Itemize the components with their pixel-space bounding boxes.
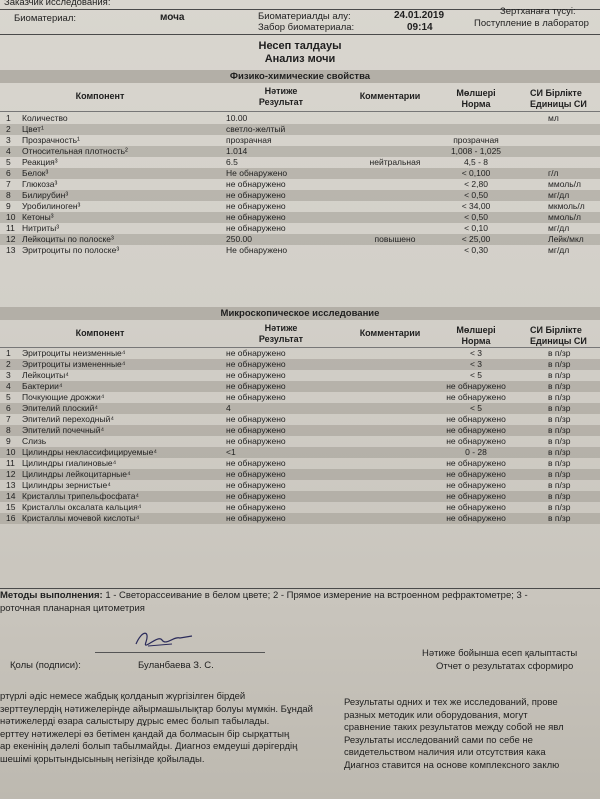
footer-line: нәтижелерді өзара салыстыру дұрыс емес болып табылады. xyxy=(0,716,270,727)
row-result: не обнаружено xyxy=(226,359,286,369)
row-unit: в п/зр xyxy=(548,403,571,413)
table-row xyxy=(0,201,600,212)
signature-line xyxy=(95,652,265,653)
table-row xyxy=(0,414,600,425)
row-number: 6 xyxy=(6,403,11,413)
row-component: Эпителий почечный⁴ xyxy=(22,425,105,435)
table-row xyxy=(0,447,600,458)
row-unit: мг/дл xyxy=(548,223,570,233)
methods-text: 1 - Светорассеивание в белом цвете; 2 - Прямое измерение на встроенном рефрактометре; 3 - xyxy=(105,590,528,601)
table-row xyxy=(0,403,600,414)
row-unit: в п/зр xyxy=(548,381,571,391)
row-component: Слизь xyxy=(22,436,47,446)
row-norm: < 0,50 xyxy=(464,190,488,200)
table-row xyxy=(0,392,600,403)
row-norm: < 25,00 xyxy=(461,234,491,244)
row-number: 8 xyxy=(6,425,11,435)
row-result: не обнаружено xyxy=(226,381,286,391)
col2-result-ru: Результат xyxy=(258,334,304,344)
header-divider-2 xyxy=(0,34,600,35)
row-norm: не обнаружено xyxy=(446,458,506,468)
row-component: Эпителий переходный⁴ xyxy=(22,414,114,424)
row-comment: нейтральная xyxy=(369,157,421,167)
row-number: 11 xyxy=(6,458,15,468)
footer-line: сравнение таких результатов между собой не явл xyxy=(344,722,564,733)
row-number: 4 xyxy=(6,146,11,156)
row-number: 1 xyxy=(6,348,11,358)
col-component: Компонент xyxy=(75,91,125,101)
row-number: 9 xyxy=(6,201,11,211)
row-result: не обнаружено xyxy=(226,179,286,189)
row-unit: в п/зр xyxy=(548,491,571,501)
row-norm: < 3 xyxy=(469,348,483,358)
row-component: Кристаллы трипельфосфата⁴ xyxy=(22,491,140,501)
lab-receipt-label-ru: Поступление в лаборатор xyxy=(474,18,589,29)
collection-date: 24.01.2019 xyxy=(394,10,445,21)
row-number: 14 xyxy=(6,491,16,501)
table-row xyxy=(0,425,600,436)
row-norm: < 5 xyxy=(469,370,483,380)
signature-name: Буланбаева З. С. xyxy=(138,660,214,671)
col2-unit-kz: СИ Бірлікте xyxy=(530,325,582,335)
table-row xyxy=(0,168,600,179)
col-norm-kz: Мөлшері xyxy=(456,88,496,98)
row-component: Глюкоза³ xyxy=(22,179,58,189)
row-number: 2 xyxy=(6,359,11,369)
lab-receipt-label-kz: Зертханаға түсуі: xyxy=(500,6,576,17)
table-row xyxy=(0,135,600,146)
row-number: 13 xyxy=(6,480,16,490)
title-kz: Несеп талдауы xyxy=(258,40,342,52)
table-row xyxy=(0,113,600,124)
row-norm: < 0,100 xyxy=(461,168,491,178)
col2-norm-ru: Норма xyxy=(461,336,491,346)
table-row xyxy=(0,436,600,447)
row-norm: < 2,80 xyxy=(464,179,488,189)
row-result: не обнаружено xyxy=(226,491,286,501)
footer-line: Результаты исследований сами по себе не xyxy=(344,734,533,746)
table-row xyxy=(0,157,600,168)
table1-header xyxy=(0,86,600,110)
row-norm: не обнаружено xyxy=(446,425,506,435)
row-component: Нитриты³ xyxy=(22,223,60,233)
row-norm: 1,008 - 1,025 xyxy=(450,146,502,156)
row-result: не обнаружено xyxy=(226,190,286,200)
table-row xyxy=(0,458,600,469)
row-component: Эритроциты неизменные⁴ xyxy=(22,348,126,358)
row-component: Уробилиноген³ xyxy=(22,201,81,211)
report-note-ru: Отчет о результатах сформиро xyxy=(436,661,574,672)
row-number: 8 xyxy=(6,190,11,200)
row-number: 2 xyxy=(6,124,11,134)
row-norm: не обнаружено xyxy=(446,480,506,490)
row-unit: Лейк/мкл xyxy=(548,234,584,244)
row-unit: мг/дл xyxy=(548,245,570,255)
row-result: не обнаружено xyxy=(226,392,286,402)
row-unit: в п/зр xyxy=(548,414,571,424)
row-norm: < 34,00 xyxy=(461,201,491,211)
row-norm: не обнаружено xyxy=(446,469,506,479)
row-number: 1 xyxy=(6,113,11,123)
row-number: 5 xyxy=(6,157,11,167)
table-row xyxy=(0,124,600,135)
footer-line: Диагноз ставится на основе комплексного заклю xyxy=(344,759,560,771)
table-row xyxy=(0,245,600,256)
row-component: Цилиндры неклассифицируемые⁴ xyxy=(22,447,157,457)
methods-label: Методы выполнения: xyxy=(0,590,103,601)
row-number: 10 xyxy=(6,447,16,457)
methods-line-2: роточная планарная цитометрия xyxy=(0,603,145,614)
table-row xyxy=(0,469,600,480)
row-result: не обнаружено xyxy=(226,513,286,523)
table2-header xyxy=(0,323,600,347)
row-unit: в п/зр xyxy=(548,392,571,402)
row-unit: в п/зр xyxy=(548,447,571,457)
table-row xyxy=(0,223,600,234)
row-result: <1 xyxy=(226,447,236,457)
row-unit: мг/дл xyxy=(548,190,570,200)
row-number: 5 xyxy=(6,392,11,402)
collection-label-ru: Забор биоматериала: xyxy=(258,22,355,33)
row-result: 6.5 xyxy=(226,157,238,167)
row-component: Лейкоциты по полоске³ xyxy=(22,234,114,244)
row-norm: < 0,30 xyxy=(464,245,488,255)
row-result: не обнаружено xyxy=(226,223,286,233)
row-number: 3 xyxy=(6,135,11,145)
methods-line-1 xyxy=(0,590,600,602)
row-result: не обнаружено xyxy=(226,436,286,446)
row-component: Белок³ xyxy=(22,168,49,178)
row-norm: < 0,10 xyxy=(464,223,488,233)
row-unit: в п/зр xyxy=(548,348,571,358)
row-unit: в п/зр xyxy=(548,469,571,479)
footer-line: Результаты одних и тех же исследований, прове xyxy=(344,697,558,708)
table-row xyxy=(0,381,600,392)
row-unit: ммоль/л xyxy=(548,179,581,189)
row-result: не обнаружено xyxy=(226,212,286,222)
row-number: 4 xyxy=(6,381,11,391)
row-component: Цилиндры лейкоцитарные⁴ xyxy=(22,469,131,479)
row-component: Лейкоциты⁴ xyxy=(22,370,69,380)
biomaterial-value: моча xyxy=(160,12,185,23)
row-component: Бактерии⁴ xyxy=(22,381,63,391)
col2-result-kz: Нәтиже xyxy=(264,323,298,333)
methods-divider xyxy=(0,588,600,589)
row-unit: в п/зр xyxy=(548,480,571,490)
row-norm: < 3 xyxy=(469,359,483,369)
row-number: 10 xyxy=(6,212,16,222)
footer-line: свидетельством наличия или отсутствия кака xyxy=(344,747,546,758)
row-component: Цилиндры зернистые⁴ xyxy=(22,480,111,490)
row-component: Реакция³ xyxy=(22,157,58,167)
row-component: Относительная плотность² xyxy=(22,146,128,156)
col-result-kz: Нәтиже xyxy=(264,86,298,96)
section-physchem-title: Физико-химические свойства xyxy=(0,70,600,83)
title-ru: Анализ мочи xyxy=(264,53,336,65)
row-component: Цвет¹ xyxy=(22,124,44,134)
row-number: 9 xyxy=(6,436,11,446)
row-norm: 0 - 28 xyxy=(465,447,487,457)
row-number: 16 xyxy=(6,513,16,523)
col-result-ru: Результат xyxy=(258,97,304,107)
row-component: Цилиндры гиалиновые⁴ xyxy=(22,458,117,468)
row-number: 12 xyxy=(6,469,16,479)
row-component: Почкующие дрожжи⁴ xyxy=(22,392,105,402)
row-result: не обнаружено xyxy=(226,370,286,380)
table-row xyxy=(0,348,600,359)
signature-label: Қолы (подписи): xyxy=(10,660,81,671)
row-norm: < 5 xyxy=(469,403,483,413)
row-norm: < 0,50 xyxy=(464,212,488,222)
row-component: Кетоны³ xyxy=(22,212,54,222)
col2-norm-kz: Мөлшері xyxy=(456,325,496,335)
table-row xyxy=(0,502,600,513)
row-result: не обнаружено xyxy=(226,201,286,211)
row-component: Эпителий плоский⁴ xyxy=(22,403,99,413)
row-unit: в п/зр xyxy=(548,502,571,512)
col-comments: Комментарии xyxy=(359,91,421,101)
row-number: 3 xyxy=(6,370,11,380)
row-result: светло-желтый xyxy=(226,124,286,134)
row-result: Не обнаружено xyxy=(226,245,288,255)
col2-component: Компонент xyxy=(75,328,125,338)
row-result: прозрачная xyxy=(226,135,272,145)
table-row xyxy=(0,480,600,491)
col-norm-ru: Норма xyxy=(461,99,491,109)
row-norm: не обнаружено xyxy=(446,414,506,424)
row-result: не обнаружено xyxy=(226,469,286,479)
footer-disclaimer-ru xyxy=(344,697,564,772)
row-component: Эритроциты измененные⁴ xyxy=(22,359,126,369)
collection-label-kz: Биоматериалды алу: xyxy=(258,11,351,22)
col-unit-kz: СИ Бірлікте xyxy=(530,88,582,98)
row-component: Кристаллы мочевой кислоты⁴ xyxy=(22,513,140,523)
row-norm: не обнаружено xyxy=(446,513,506,523)
table-row xyxy=(0,146,600,157)
row-component: Эритроциты по полоске³ xyxy=(22,245,120,255)
table-row xyxy=(0,179,600,190)
row-number: 11 xyxy=(6,223,15,233)
section-microscopy-title: Микроскопическое исследование xyxy=(0,307,600,320)
row-unit: в п/зр xyxy=(548,513,571,523)
footer-line: зерттеулердің нәтижелерінде айырмашылықтар болуы мүмкін. Бұндай xyxy=(0,703,313,715)
footer-disclaimer-kz xyxy=(0,691,313,766)
row-norm: 4,5 - 8 xyxy=(463,157,489,167)
row-unit: ммоль/л xyxy=(548,212,581,222)
table-row xyxy=(0,370,600,381)
row-component: Прозрачность¹ xyxy=(22,135,80,145)
row-comment: повышено xyxy=(374,234,416,244)
row-norm: не обнаружено xyxy=(446,392,506,402)
footer-line: шешімі қорытындысының негізінде қойылады. xyxy=(0,753,205,765)
signature-scribble xyxy=(128,624,198,654)
row-unit: в п/зр xyxy=(548,370,571,380)
row-number: 6 xyxy=(6,168,11,178)
row-result: Не обнаружено xyxy=(226,168,288,178)
row-result: не обнаружено xyxy=(226,425,286,435)
row-unit: в п/зр xyxy=(548,425,571,435)
row-number: 7 xyxy=(6,414,11,424)
customer-label: Заказчик исследования: xyxy=(4,0,111,8)
row-unit: мл xyxy=(548,113,559,123)
table1-header-line xyxy=(0,111,600,112)
row-norm: не обнаружено xyxy=(446,502,506,512)
row-norm: прозрачная xyxy=(453,135,499,145)
row-number: 12 xyxy=(6,234,16,244)
row-result: не обнаружено xyxy=(226,348,286,358)
row-component: Билирубин³ xyxy=(22,190,69,200)
row-result: не обнаружено xyxy=(226,414,286,424)
row-unit: г/л xyxy=(548,168,559,178)
row-unit: в п/зр xyxy=(548,359,571,369)
row-result: 4 xyxy=(226,403,231,413)
table-row xyxy=(0,190,600,201)
collection-time: 09:14 xyxy=(407,22,433,33)
row-unit: мкмоль/л xyxy=(548,201,585,211)
row-norm: не обнаружено xyxy=(446,381,506,391)
footer-line: разных методик или оборудования, могут xyxy=(344,709,528,721)
table-row xyxy=(0,491,600,502)
row-result: не обнаружено xyxy=(226,458,286,468)
footer-line: ар екенінің дәлелі болып табылмайды. Диагноз емдеуші дәрігердің xyxy=(0,741,298,752)
footer-line: ерттеу нәтижелері өз бетімен қандай да болмасын бір сырқаттың xyxy=(0,728,290,740)
row-result: 1.014 xyxy=(226,146,248,156)
table-row xyxy=(0,212,600,223)
footer-line: ртүрлі әдіс немесе жабдық қолданып жүргізілген бірдей xyxy=(0,691,246,702)
table-row xyxy=(0,359,600,370)
row-component: Кристаллы оксалата кальция⁴ xyxy=(22,502,142,512)
col2-comments: Комментарии xyxy=(359,328,421,338)
row-result: 10.00 xyxy=(226,113,248,123)
row-unit: в п/зр xyxy=(548,458,571,468)
row-norm: не обнаружено xyxy=(446,491,506,501)
col2-unit-ru: Единицы СИ xyxy=(530,336,587,346)
row-result: не обнаружено xyxy=(226,502,286,512)
biomaterial-label: Биоматериал: xyxy=(14,13,77,24)
col-unit-ru: Единицы СИ xyxy=(530,99,587,109)
table-row xyxy=(0,234,600,245)
report-note-kz: Нәтиже бойынша есеп қалыптасты xyxy=(422,648,578,659)
table1-body xyxy=(0,113,600,256)
row-norm: не обнаружено xyxy=(446,436,506,446)
table-row xyxy=(0,513,600,524)
row-result: 250.00 xyxy=(226,234,252,244)
row-number: 13 xyxy=(6,245,16,255)
row-component: Количество xyxy=(22,113,68,123)
table2-body xyxy=(0,348,600,524)
row-result: не обнаружено xyxy=(226,480,286,490)
row-number: 15 xyxy=(6,502,16,512)
row-number: 7 xyxy=(6,179,11,189)
row-unit: в п/зр xyxy=(548,436,571,446)
